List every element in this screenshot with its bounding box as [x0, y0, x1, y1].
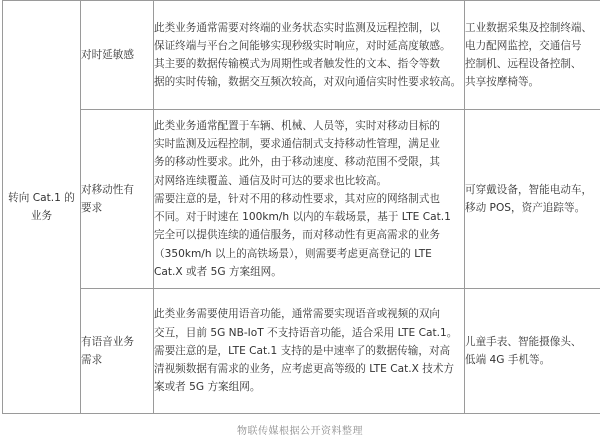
description-line: 据的实时传输，数据交互频次较高，对双向通信实时性要求较高。 [154, 76, 462, 89]
category-line: 对时延敏感 [81, 48, 134, 61]
examples-line: 移动 POS，资产追踪等。 [465, 202, 586, 214]
source-caption: 物联传媒根据公开资料整理 [237, 426, 363, 437]
description-line: 不同。对于时速在 100km/h 以内的车载场景，基于 LTE Cat.1 [154, 211, 451, 224]
category-cell [81, 1, 154, 110]
description-line: 此类业务需要使用语音功能，通常需要实现语音或视频的双向 [154, 308, 441, 321]
table-row-latency [3, 1, 600, 110]
examples-line: 控制机、远程设备控制、 [465, 58, 582, 70]
table-row-voice [3, 289, 600, 414]
table-row-mobility [3, 110, 600, 289]
examples-line: 儿童手表、智能摄像头、 [465, 335, 582, 348]
examples-line: 共享按摩椅等。 [465, 76, 540, 89]
description-line: 需要注意的是，针对不用的移动性要求，其对应的网络制式也 [154, 192, 441, 205]
description-line: 实时监测及远程控制，要求通信制式支持移动性管理，满足业 [154, 138, 441, 151]
examples-cell [465, 1, 600, 110]
group-label-line: 转向 Cat.1 的 [8, 191, 75, 204]
examples-line: 可穿戴设备，智能电动车， [465, 183, 593, 196]
examples-line: 低端 4G 手机等。 [465, 354, 551, 366]
description-line: 需要注意的是，LTE Cat.1 支持的是中速率了的数据传输，对高 [154, 344, 451, 357]
description-line: 清视频数据有需求的业务，应考虑更高等级的 LTE Cat.X 技术方 [154, 363, 455, 376]
category-cell [81, 289, 154, 414]
category-line: 要求 [81, 202, 103, 214]
description-line: 保证终端与平台之间能够实现秒级实时响应，对时延高度敏感。 [154, 39, 451, 52]
examples-cell [465, 110, 600, 289]
description-line: 对网络连续覆盖、通信及时可达的要求也比较高。 [154, 174, 388, 187]
description-line: 案或者 5G 方案组网。 [154, 381, 261, 394]
category-line: 有语音业务 [81, 335, 134, 348]
examples-line: 电力配网监控，交通信号 [465, 39, 582, 52]
business-type-table [2, 0, 600, 414]
description-line: 务的移动性要求。此外，由于移动速度、移动范围不受限，其 [154, 156, 441, 169]
description-line: 此类业务通常配置于车辆、机械、人员等，实时对移动目标的 [154, 120, 441, 133]
description-cell [154, 289, 465, 414]
examples-line: 工业数据采集及控制终端、 [465, 21, 593, 34]
description-line: 完全可以提供连续的通信服务，而对移动性有更高需求的业务 [154, 229, 441, 242]
description-line: 此类业务通常需要对终端的业务状态实时监测及远程控制，以 [154, 21, 441, 34]
description-cell [154, 1, 465, 110]
description-line: 其主要的数据传输模式为周期性或者触发性的文本、指令等数 [154, 58, 441, 70]
group-label-line: 业务 [30, 210, 53, 222]
group-label-cell [3, 1, 81, 414]
description-line: Cat.X 或者 5G 方案组网。 [154, 265, 282, 278]
description-cell [154, 110, 465, 289]
description-line: 交互，目前 5G NB-IoT 不支持语音功能，适合采用 LTE Cat.1。 [154, 326, 458, 339]
description-line: （350km/h 以上的高铁场景），则需要考虑更高登记的 LTE [154, 247, 432, 260]
examples-cell [465, 289, 600, 414]
category-line: 需求 [81, 354, 103, 366]
category-cell [81, 110, 154, 289]
category-line: 对移动性有 [81, 183, 134, 196]
